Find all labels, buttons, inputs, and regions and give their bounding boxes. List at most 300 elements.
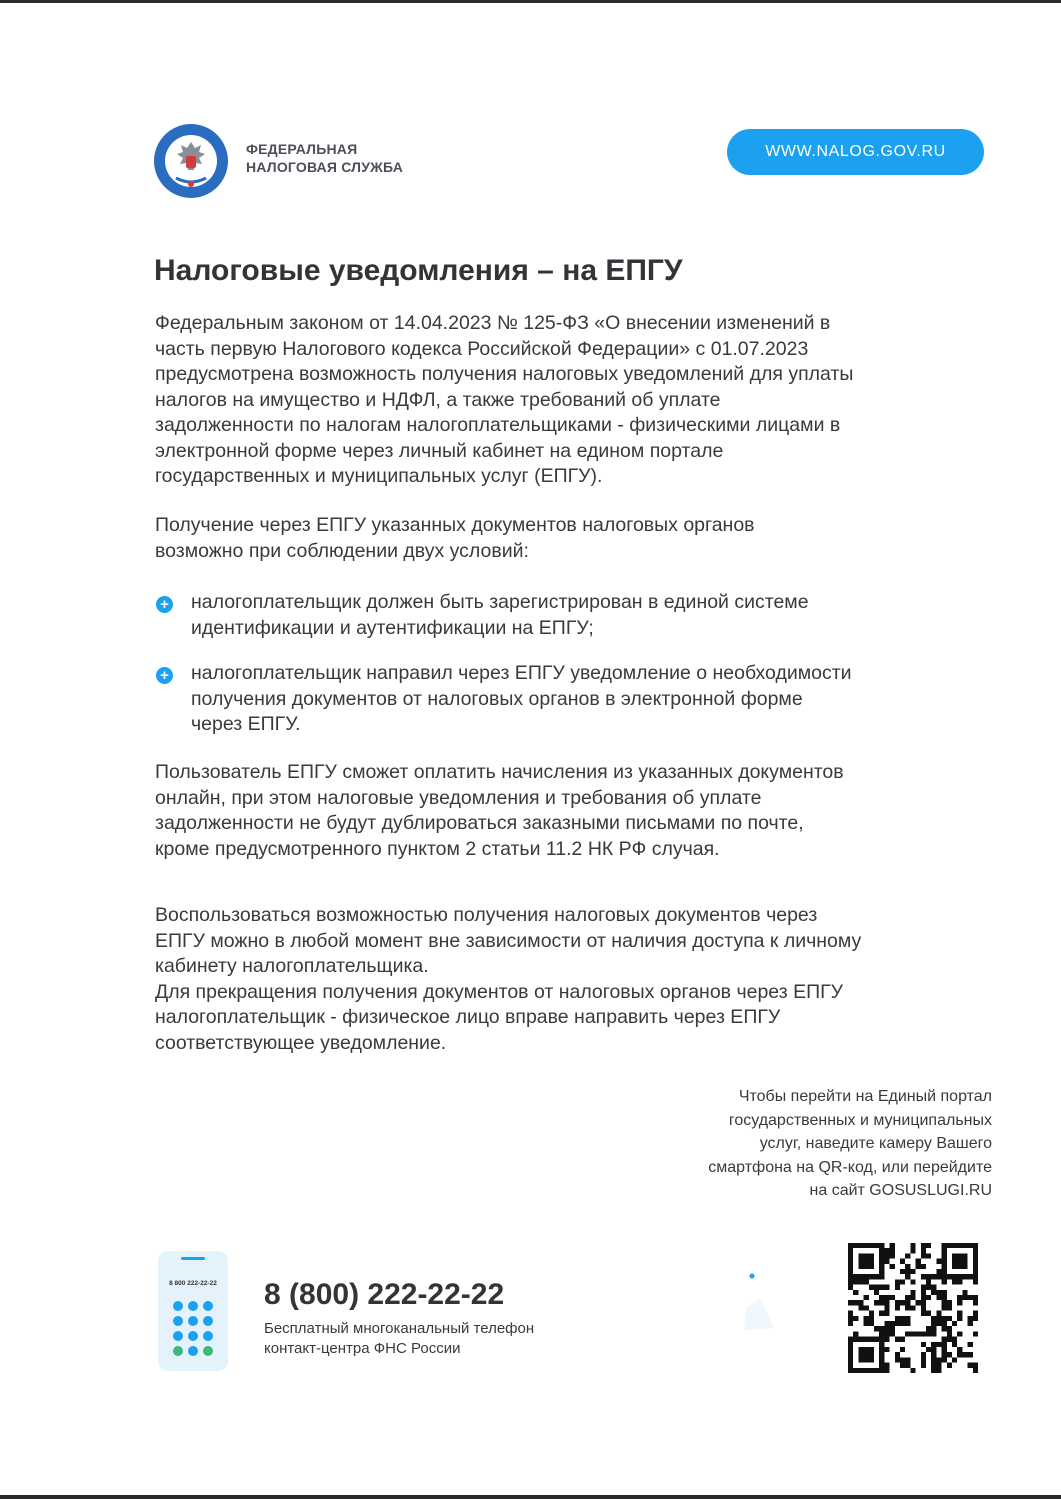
qr-module	[864, 1259, 869, 1264]
qr-module	[905, 1300, 910, 1305]
qr-module	[936, 1357, 941, 1362]
qr-module	[864, 1279, 869, 1284]
qr-module	[884, 1259, 889, 1264]
text-line: часть первую Налогового кодекса Российской Федерации» с 01.07.2023	[155, 337, 809, 360]
qr-module	[879, 1253, 884, 1258]
qr-module	[895, 1352, 900, 1357]
qr-module	[957, 1279, 962, 1284]
qr-module	[942, 1279, 947, 1284]
fns-emblem-icon	[152, 122, 230, 200]
qr-module	[879, 1243, 884, 1248]
qr-module	[869, 1311, 874, 1316]
qr-module	[900, 1321, 905, 1326]
qr-module	[936, 1316, 941, 1321]
text-line: налогоплательщик направил через ЕПГУ уведомление о необходимости	[191, 662, 852, 684]
qr-module	[942, 1269, 947, 1274]
qr-module	[910, 1368, 915, 1373]
qr-module	[921, 1357, 926, 1362]
qr-module	[968, 1321, 973, 1326]
opt-in-paragraph	[155, 903, 985, 1056]
text-line: кроме предусмотренного пунктом 2 статьи 11.2 НК РФ случая.	[155, 837, 720, 860]
qr-module	[895, 1337, 900, 1342]
qr-module	[879, 1331, 884, 1336]
qr-module	[962, 1274, 967, 1279]
qr-module	[962, 1243, 967, 1248]
qr-module	[879, 1326, 884, 1331]
qr-module	[864, 1347, 869, 1352]
org-name-line1: ФЕДЕРАЛЬНАЯ	[246, 141, 358, 157]
bullet-plus-icon: +	[156, 596, 173, 613]
qr-module	[900, 1357, 905, 1362]
qr-module	[853, 1337, 858, 1342]
qr-module	[968, 1243, 973, 1248]
qr-module	[895, 1279, 900, 1284]
qr-module	[874, 1368, 879, 1373]
payment-paragraph	[155, 760, 985, 862]
qr-module	[848, 1321, 853, 1326]
qr-module	[973, 1264, 978, 1269]
qr-module	[973, 1243, 978, 1248]
qr-module	[910, 1290, 915, 1295]
qr-module	[884, 1363, 889, 1368]
scan-edge-bottom	[0, 1495, 1061, 1499]
qr-module	[853, 1243, 858, 1248]
hotline-description	[264, 1319, 604, 1359]
qr-module	[895, 1305, 900, 1310]
qr-module	[921, 1253, 926, 1258]
qr-module	[858, 1243, 863, 1248]
phone-screen-text: 8 800 222-22-22	[169, 1280, 217, 1287]
qr-module	[879, 1347, 884, 1352]
qr-module	[942, 1274, 947, 1279]
qr-module	[936, 1368, 941, 1373]
qr-module	[962, 1295, 967, 1300]
qr-module	[973, 1295, 978, 1300]
qr-module	[957, 1295, 962, 1300]
qr-module	[962, 1253, 967, 1258]
qr-module	[947, 1337, 952, 1342]
qr-module	[942, 1264, 947, 1269]
qr-module	[936, 1259, 941, 1264]
qr-module	[869, 1316, 874, 1321]
qr-module	[879, 1264, 884, 1269]
qr-module	[869, 1274, 874, 1279]
text-line: предусмотрена возможность получения налоговых уведомлений для уплаты	[155, 363, 854, 385]
qr-module	[858, 1347, 863, 1352]
qr-module	[921, 1243, 926, 1248]
qr-module	[858, 1305, 863, 1310]
qr-module	[905, 1305, 910, 1310]
text-line: Пользователь ЕПГУ сможет оплатить начисления из указанных документов	[155, 761, 844, 783]
qr-module	[973, 1253, 978, 1258]
qr-module	[858, 1279, 863, 1284]
qr-module	[952, 1243, 957, 1248]
qr-code-icon[interactable]	[848, 1243, 978, 1373]
qr-module	[931, 1274, 936, 1279]
qr-module	[858, 1253, 863, 1258]
qr-module	[926, 1243, 931, 1248]
qr-module	[916, 1264, 921, 1269]
qr-module	[884, 1347, 889, 1352]
qr-module	[879, 1269, 884, 1274]
qr-module	[884, 1295, 889, 1300]
qr-module	[874, 1300, 879, 1305]
qr-module	[926, 1285, 931, 1290]
qr-module	[973, 1269, 978, 1274]
qr-module	[869, 1337, 874, 1342]
text-line: задолженности не будут дублироваться заказными письмами по почте,	[155, 812, 804, 834]
qr-module	[869, 1243, 874, 1248]
qr-module	[874, 1274, 879, 1279]
qr-module	[900, 1347, 905, 1352]
qr-module	[973, 1274, 978, 1279]
qr-module	[848, 1264, 853, 1269]
bullet-item	[191, 590, 981, 641]
qr-module	[957, 1352, 962, 1357]
qr-module	[973, 1259, 978, 1264]
qr-module	[884, 1337, 889, 1342]
qr-module	[884, 1331, 889, 1336]
scan-edge-top	[0, 0, 1061, 3]
qr-module	[879, 1342, 884, 1347]
qr-module	[869, 1253, 874, 1258]
qr-module	[874, 1290, 879, 1295]
qr-module	[921, 1295, 926, 1300]
qr-module	[895, 1357, 900, 1362]
qr-module	[884, 1311, 889, 1316]
pointer-decoration-icon	[740, 1268, 780, 1338]
qr-module	[884, 1285, 889, 1290]
qr-module	[890, 1248, 895, 1253]
text-line: Чтобы перейти на Единый портал	[738, 1088, 992, 1105]
qr-module	[848, 1269, 853, 1274]
qr-module	[931, 1285, 936, 1290]
qr-module	[884, 1368, 889, 1373]
qr-module	[973, 1316, 978, 1321]
qr-module	[936, 1290, 941, 1295]
qr-module	[890, 1331, 895, 1336]
qr-module	[942, 1316, 947, 1321]
qr-module	[858, 1274, 863, 1279]
qr-caption	[620, 1085, 992, 1203]
qr-module	[879, 1285, 884, 1290]
qr-module	[973, 1368, 978, 1373]
qr-module	[853, 1290, 858, 1295]
text-line: получения документов от налоговых органов в электронной форме	[191, 687, 803, 710]
qr-module	[947, 1331, 952, 1336]
qr-module	[921, 1264, 926, 1269]
qr-module	[900, 1259, 905, 1264]
qr-module	[890, 1264, 895, 1269]
qr-module	[879, 1352, 884, 1357]
qr-module	[936, 1321, 941, 1326]
qr-module	[869, 1352, 874, 1357]
qr-module	[848, 1259, 853, 1264]
qr-module	[968, 1352, 973, 1357]
qr-module	[905, 1274, 910, 1279]
qr-module	[921, 1285, 926, 1290]
qr-module	[957, 1259, 962, 1264]
qr-module	[947, 1305, 952, 1310]
qr-module	[900, 1300, 905, 1305]
text-line: электронной форме через личный кабинет на едином портале	[155, 439, 724, 462]
qr-module	[848, 1248, 853, 1253]
qr-module	[905, 1295, 910, 1300]
text-line: государственных и муниципальных услуг (ЕПГУ).	[155, 465, 603, 487]
bullet-item	[191, 661, 981, 738]
qr-module	[947, 1243, 952, 1248]
qr-module	[905, 1321, 910, 1326]
text-line: смартфона на QR-код, или перейдите	[708, 1158, 992, 1176]
qr-module	[864, 1357, 869, 1362]
qr-module	[848, 1347, 853, 1352]
qr-module	[942, 1290, 947, 1295]
qr-module	[936, 1342, 941, 1347]
qr-module	[890, 1295, 895, 1300]
qr-module	[869, 1357, 874, 1362]
qr-module	[879, 1311, 884, 1316]
qr-module	[921, 1352, 926, 1357]
qr-module	[864, 1352, 869, 1357]
qr-module	[952, 1264, 957, 1269]
qr-module	[879, 1357, 884, 1362]
qr-module	[973, 1363, 978, 1368]
qr-module	[864, 1253, 869, 1258]
qr-module	[900, 1269, 905, 1274]
qr-module	[848, 1368, 853, 1373]
qr-module	[858, 1357, 863, 1362]
qr-module	[853, 1274, 858, 1279]
qr-module	[895, 1285, 900, 1290]
qr-module	[926, 1279, 931, 1284]
qr-module	[921, 1331, 926, 1336]
qr-module	[905, 1264, 910, 1269]
qr-module	[942, 1300, 947, 1305]
hotline-number[interactable]: 8 (800) 222-22-22	[264, 1278, 505, 1311]
intro-paragraph	[155, 311, 985, 490]
qr-module	[952, 1274, 957, 1279]
bullet-plus-icon: +	[156, 667, 173, 684]
qr-module	[879, 1363, 884, 1368]
qr-module	[942, 1253, 947, 1258]
qr-module	[879, 1274, 884, 1279]
qr-module	[869, 1347, 874, 1352]
qr-module	[926, 1347, 931, 1352]
qr-module	[879, 1337, 884, 1342]
qr-module	[905, 1316, 910, 1321]
text-line: Для прекращения получения документов от налоговых органов через ЕПГУ	[155, 980, 844, 1003]
qr-module	[962, 1259, 967, 1264]
qr-module	[942, 1321, 947, 1326]
text-line: на сайт GOSUSLUGI.RU	[809, 1182, 992, 1199]
qr-module	[910, 1248, 915, 1253]
qr-module	[910, 1295, 915, 1300]
text-line: соответствующее уведомление.	[155, 1031, 447, 1054]
qr-module	[942, 1347, 947, 1352]
qr-module	[952, 1259, 957, 1264]
qr-module	[952, 1357, 957, 1362]
qr-module	[848, 1357, 853, 1362]
qr-module	[884, 1321, 889, 1326]
qr-module	[858, 1300, 863, 1305]
qr-module	[921, 1300, 926, 1305]
qr-module	[926, 1253, 931, 1258]
text-line: налогов на имущество и НДФЛ, а также требований об уплате	[155, 388, 721, 411]
text-line: налогоплательщик - физическое лицо вправе направить через ЕПГУ	[155, 1006, 781, 1028]
qr-module	[890, 1321, 895, 1326]
qr-module	[936, 1295, 941, 1300]
qr-module	[926, 1331, 931, 1336]
qr-module	[916, 1300, 921, 1305]
qr-module	[921, 1363, 926, 1368]
qr-module	[848, 1342, 853, 1347]
qr-module	[947, 1316, 952, 1321]
qr-module	[853, 1331, 858, 1336]
qr-module	[926, 1274, 931, 1279]
qr-module	[921, 1274, 926, 1279]
qr-module	[848, 1285, 853, 1290]
qr-module	[921, 1311, 926, 1316]
qr-module	[848, 1352, 853, 1357]
qr-module	[900, 1279, 905, 1284]
qr-module	[916, 1331, 921, 1336]
qr-module	[968, 1363, 973, 1368]
text-line: услуг, наведите камеру Вашего	[759, 1135, 992, 1152]
qr-module	[864, 1295, 869, 1300]
qr-module	[936, 1363, 941, 1368]
text-line: налогоплательщик должен быть зарегистрирован в единой системе	[191, 591, 809, 613]
qr-module	[879, 1248, 884, 1253]
qr-module	[957, 1253, 962, 1258]
qr-module	[890, 1253, 895, 1258]
qr-module	[962, 1264, 967, 1269]
qr-module	[910, 1243, 915, 1248]
qr-module	[962, 1290, 967, 1295]
qr-module	[890, 1243, 895, 1248]
qr-module	[900, 1337, 905, 1342]
org-name	[246, 140, 403, 176]
qr-module	[957, 1347, 962, 1352]
qr-module	[931, 1352, 936, 1357]
qr-module	[864, 1274, 869, 1279]
qr-module	[973, 1300, 978, 1305]
qr-module	[921, 1305, 926, 1310]
qr-module	[874, 1337, 879, 1342]
qr-module	[931, 1347, 936, 1352]
qr-module	[884, 1248, 889, 1253]
qr-module	[968, 1342, 973, 1347]
qr-module	[900, 1363, 905, 1368]
qr-module	[910, 1269, 915, 1274]
qr-module	[905, 1357, 910, 1362]
qr-module	[895, 1300, 900, 1305]
qr-module	[942, 1243, 947, 1248]
qr-module	[853, 1300, 858, 1305]
conditions-paragraph	[155, 513, 985, 564]
qr-module	[879, 1259, 884, 1264]
qr-module	[926, 1295, 931, 1300]
qr-module	[942, 1342, 947, 1347]
qr-module	[957, 1300, 962, 1305]
qr-module	[858, 1259, 863, 1264]
qr-module	[916, 1259, 921, 1264]
qr-module	[858, 1368, 863, 1373]
qr-module	[936, 1269, 941, 1274]
qr-module	[942, 1295, 947, 1300]
qr-module	[848, 1337, 853, 1342]
qr-module	[936, 1311, 941, 1316]
qr-module	[848, 1274, 853, 1279]
phone-keypad-icon	[157, 1250, 229, 1372]
qr-module	[900, 1316, 905, 1321]
qr-module	[942, 1337, 947, 1342]
qr-module	[848, 1311, 853, 1316]
qr-module	[931, 1368, 936, 1373]
qr-module	[848, 1253, 853, 1258]
qr-module	[957, 1331, 962, 1336]
qr-module	[973, 1248, 978, 1253]
text-line: через ЕПГУ.	[191, 713, 301, 735]
qr-module	[957, 1264, 962, 1269]
qr-module	[926, 1311, 931, 1316]
qr-module	[931, 1326, 936, 1331]
qr-module	[926, 1326, 931, 1331]
qr-module	[936, 1274, 941, 1279]
text-line: возможно при соблюдении двух условий:	[155, 539, 529, 562]
qr-module	[931, 1316, 936, 1321]
qr-module	[962, 1352, 967, 1357]
qr-module	[910, 1305, 915, 1310]
qr-module	[973, 1279, 978, 1284]
qr-module	[869, 1368, 874, 1373]
text-line: ЕПГУ можно в любой момент вне зависимости от наличия доступа к личному	[155, 929, 862, 952]
page-title: Налоговые уведомления – на ЕПГУ	[154, 254, 683, 287]
qr-module	[879, 1295, 884, 1300]
qr-module	[910, 1331, 915, 1336]
qr-module	[952, 1337, 957, 1342]
text-line: онлайн, при этом налоговые уведомления и требования об уплате	[155, 786, 762, 809]
qr-module	[947, 1352, 952, 1357]
text-line: кабинету налогоплательщика.	[155, 955, 429, 977]
qr-module	[921, 1248, 926, 1253]
qr-module	[848, 1243, 853, 1248]
qr-module	[869, 1321, 874, 1326]
qr-module	[884, 1253, 889, 1258]
qr-module	[947, 1274, 952, 1279]
qr-module	[942, 1326, 947, 1331]
qr-module	[895, 1321, 900, 1326]
text-line: Получение через ЕПГУ указанных документов налоговых органов	[155, 514, 755, 536]
qr-module	[957, 1311, 962, 1316]
website-link[interactable]: WWW.NALOG.GOV.RU	[727, 129, 984, 175]
qr-module	[879, 1300, 884, 1305]
qr-module	[853, 1316, 858, 1321]
qr-module	[858, 1352, 863, 1357]
qr-module	[947, 1300, 952, 1305]
qr-module	[905, 1269, 910, 1274]
qr-module	[921, 1342, 926, 1347]
qr-module	[942, 1352, 947, 1357]
qr-module	[947, 1363, 952, 1368]
qr-module	[931, 1363, 936, 1368]
qr-module	[858, 1264, 863, 1269]
qr-module	[864, 1316, 869, 1321]
qr-module	[942, 1357, 947, 1362]
qr-module	[864, 1321, 869, 1326]
qr-module	[864, 1264, 869, 1269]
qr-module	[884, 1326, 889, 1331]
qr-module	[848, 1363, 853, 1368]
